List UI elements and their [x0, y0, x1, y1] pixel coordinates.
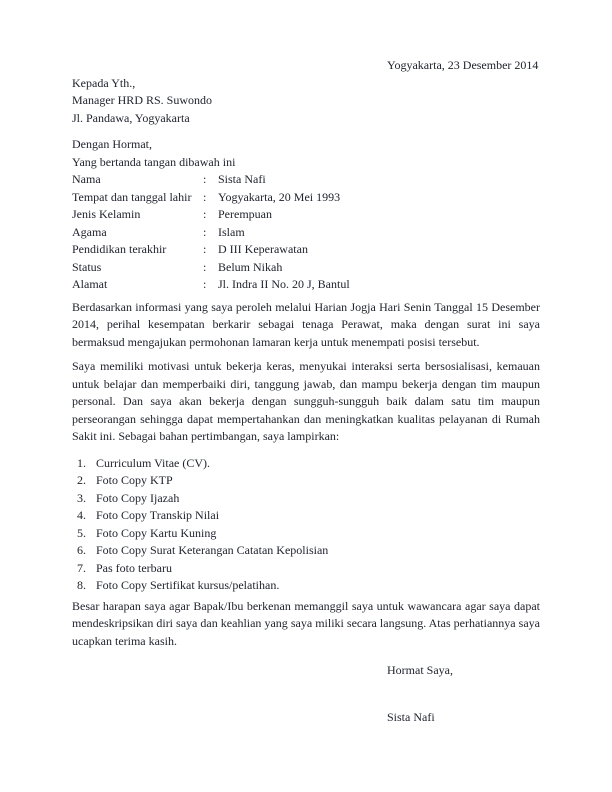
- list-item: [77, 525, 540, 543]
- detail-row-nama: [72, 171, 540, 189]
- detail-value: Perempuan: [218, 207, 272, 221]
- list-item-number: 4.: [77, 508, 86, 522]
- list-item-number: 3.: [77, 490, 86, 505]
- detail-label: Agama: [72, 224, 107, 239]
- list-item-text: Foto Copy Sertifikat kursus/pelatihan.: [96, 578, 280, 592]
- detail-row-jenis-kelamin: [72, 206, 540, 224]
- list-item: [77, 490, 540, 508]
- list-item-text: Curriculum Vitae (CV).: [96, 455, 211, 470]
- detail-colon: :: [203, 259, 207, 274]
- detail-value: Sista Nafi: [218, 172, 266, 186]
- list-item-text: Foto Copy Kartu Kuning: [96, 525, 217, 540]
- list-item: [77, 560, 540, 578]
- detail-label: Nama: [72, 172, 101, 186]
- detail-colon: :: [203, 189, 207, 204]
- list-item: [77, 455, 540, 473]
- detail-colon: :: [203, 172, 207, 186]
- detail-value: Yogyakarta, 20 Mei 1993: [218, 189, 341, 204]
- signature-closing: Hormat Saya,: [387, 663, 453, 677]
- list-item-number: 5.: [77, 525, 86, 540]
- letter-date: Yogyakarta, 23 Desember 2014: [387, 58, 539, 72]
- list-item-number: 8.: [77, 578, 86, 592]
- detail-colon: :: [203, 277, 207, 291]
- detail-row-status: [72, 259, 540, 277]
- paragraph-motivation: Saya memiliki motivasi untuk bekerja keras, menyukai interaksi serta bersosialisasi, kemauan untuk belajar dan memperbaiki diri, tanggung jawab, dan mampu bekerja dengan tim maupun personal. Dan saya akan bekerja dengan sungguh-sungguh baik dalam satu tim maupun perseorangan sehingga dapat mempertahankan dan meningkatkan kualitas pelayanan di Rumah Sakit ini. Sebagai bahan pertimbangan, saya lampirkan:: [72, 359, 540, 443]
- detail-label: Alamat: [72, 277, 108, 291]
- detail-row-tempat-tanggal-lahir: [72, 189, 540, 207]
- list-item: [77, 577, 540, 595]
- recipient-name-line: Manager HRD RS. Suwondo: [72, 93, 212, 107]
- detail-label: Pendidikan terakhir: [72, 242, 167, 256]
- list-item-text: Foto Copy KTP: [96, 473, 173, 487]
- paragraph-opening: Berdasarkan informasi yang saya peroleh melalui Harian Jogja Hari Senin Tanggal 15 Desember 2014, perihal kesempatan berkarir sebagai tenaga Perawat, maka dengan surat ini saya bermaksud mengajukan permohonan lamaran kerja untuk menempati posisi tersebut.: [72, 299, 540, 349]
- attachments-list: [72, 455, 540, 595]
- list-item-text: Foto Copy Surat Keterangan Catatan Kepolisian: [96, 543, 329, 557]
- list-item-number: 7.: [77, 560, 86, 575]
- list-item-text: Pas foto terbaru: [96, 560, 172, 575]
- recipient-salutation-line: Kepada Yth.,: [72, 75, 136, 90]
- paragraph-closing: Besar harapan saya agar Bapak/Ibu berkenan memanggil saya untuk wawancara agar saya dapat mendeskripsikan diri saya dan keahlian yang saya miliki secara langsung. Atas perhatiannya saya ucapkan terima kasih.: [72, 598, 540, 648]
- detail-label: Jenis Kelamin: [72, 207, 141, 221]
- list-item: [77, 507, 540, 525]
- letter-salutation: Dengan Hormat,: [72, 137, 152, 151]
- detail-value: D III Keperawatan: [218, 242, 308, 256]
- detail-label: Tempat dan tanggal lahir: [72, 189, 192, 204]
- detail-value: Islam: [218, 224, 245, 239]
- list-item-text: Foto Copy Ijazah: [96, 490, 180, 505]
- detail-colon: :: [203, 224, 207, 239]
- signature-name: Sista Nafi: [387, 709, 435, 724]
- intro-line: Yang bertanda tangan dibawah ini: [72, 154, 236, 169]
- recipient-address-line: Jl. Pandawa, Yogyakarta: [72, 110, 190, 125]
- list-item: [77, 472, 540, 490]
- list-item-number: 2.: [77, 473, 86, 487]
- list-item-number: 6.: [77, 543, 86, 557]
- detail-row-agama: [72, 224, 540, 242]
- detail-colon: :: [203, 242, 207, 256]
- detail-row-pendidikan: [72, 241, 540, 259]
- list-item: [77, 542, 540, 560]
- detail-colon: :: [203, 207, 207, 221]
- personal-details: [72, 171, 540, 294]
- detail-label: Status: [72, 259, 102, 274]
- list-item-text: Foto Copy Transkip Nilai: [96, 508, 220, 522]
- list-item-number: 1.: [77, 455, 86, 470]
- detail-value: Belum Nikah: [218, 259, 283, 274]
- detail-value: Jl. Indra II No. 20 J, Bantul: [218, 277, 350, 291]
- detail-row-alamat: [72, 276, 540, 294]
- recipient-block: [72, 75, 540, 128]
